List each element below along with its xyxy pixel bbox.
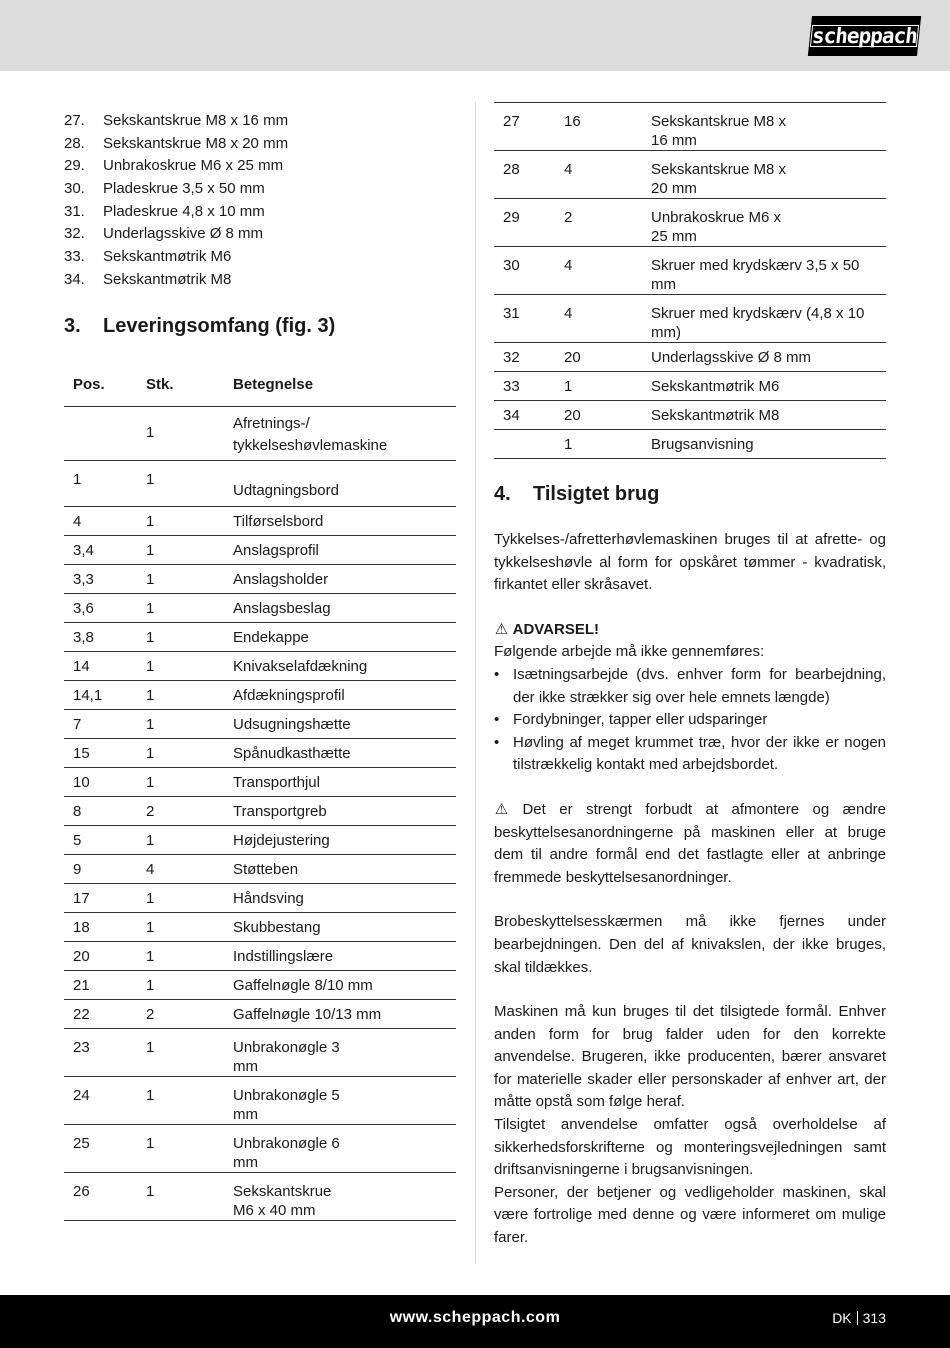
website-link[interactable]: www.scheppach.com	[389, 1309, 561, 1326]
col-pos-header: Pos.	[64, 360, 146, 407]
separator	[857, 1311, 858, 1325]
col-desc-header: Betegnelse	[233, 360, 456, 407]
table-row: 1 1 Udtagningsbord	[64, 460, 456, 506]
warning-list	[494, 664, 886, 777]
compliance-paragraph: Tilsigtet anvendelse omfatter også overholdelse af sikkerhedsforskrifterne og monteringsvejledningen samt driftsanvisningerne i brugsanvisningen.	[494, 1116, 886, 1179]
table-row: 17 1 Håndsving	[64, 883, 456, 912]
table-row: 24 1 Unbrakonøgle 5 mm	[64, 1076, 456, 1124]
table-row: 27 16 Sekskantskrue M8 x 16 mm	[494, 103, 886, 151]
section-4-heading: 4. Tilsigtet brug	[494, 483, 660, 505]
table-row: 18 1 Skubbestang	[64, 912, 456, 941]
table-row: 5 1 Højdejustering	[64, 825, 456, 854]
warning-block	[494, 619, 886, 777]
table-row: 33 1 Sekskantmøtrik M6	[494, 372, 886, 401]
warning-lead: Følgende arbejde må ikke gennemføres:	[494, 643, 765, 661]
table-row: 3,3 1 Anslagsholder	[64, 564, 456, 593]
table-row: 9 4 Støtteben	[64, 854, 456, 883]
table-row: 1 Brugsanvisning	[494, 430, 886, 459]
table-row: 3,8 1 Endekappe	[64, 622, 456, 651]
table-row: 3,6 1 Anslagsbeslag	[64, 593, 456, 622]
parts-list	[64, 110, 456, 292]
table-row: 28 4 Sekskantskrue M8 x 20 mm	[494, 151, 886, 199]
table-row: 1 Afretnings-/ tykkelseshøvlemaskine	[64, 406, 456, 460]
table-row: 15 1 Spånudkasthætte	[64, 738, 456, 767]
footer-bar	[0, 1295, 950, 1348]
page-indicator	[832, 1310, 886, 1326]
table-row: 21 1 Gaffelnøgle 8/10 mm	[64, 970, 456, 999]
warning-icon: ⚠	[494, 620, 509, 638]
table-row: 8 2 Transportgreb	[64, 796, 456, 825]
list-item: 28. Sekskantskrue M8 x 20 mm	[64, 134, 289, 152]
language-code: DK	[832, 1310, 852, 1326]
warning-icon: ⚠	[494, 800, 509, 818]
list-item: 30. Pladeskrue 3,5 x 50 mm	[64, 180, 265, 198]
table-row: 30 4 Skruer med krydskærv 3,5 x 50 mm	[494, 247, 886, 295]
column-divider	[475, 102, 476, 1264]
table-row: 31 4 Skruer med krydskærv (4,8 x 10 mm)	[494, 295, 886, 343]
table-row: 22 2 Gaffelnøgle 10/13 mm	[64, 999, 456, 1028]
right-column	[494, 102, 886, 1250]
table-row: 25 1 Unbrakonøgle 6 mm	[64, 1124, 456, 1172]
bridge-guard-paragraph: Brobeskyttelsesskærmen må ikke fjernes under bearbejdningen. Den del af knivakslen, der ikke bruges, skal tildækkes.	[494, 913, 886, 976]
delivery-table-continued	[494, 102, 886, 459]
list-item: 34. Sekskantmøtrik M8	[64, 270, 232, 288]
table-row: 32 20 Underlagsskive Ø 8 mm	[494, 343, 886, 372]
table-row: 4 1 Tilførselsbord	[64, 506, 456, 535]
list-item: 33. Sekskantmøtrik M6	[64, 248, 232, 266]
list-item: 32. Underlagsskive Ø 8 mm	[64, 225, 264, 243]
table-row: 14,1 1 Afdækningsprofil	[64, 680, 456, 709]
warning-title: ⚠ ADVARSEL!	[494, 619, 886, 642]
table-row: 3,4 1 Anslagsprofil	[64, 535, 456, 564]
left-column	[64, 110, 456, 1221]
persons-paragraph: Personer, der betjener og vedligeholder maskinen, skal være fortrolige med denne og være informeret om mulige farer.	[494, 1183, 886, 1247]
purpose-paragraph: Maskinen må kun bruges til det tilsigtede formål. Enhver anden form for brug falder uden for den korrekte anvendelse. Brugeren, ikke producenten, bærer ansvaret for materielle skader eller personskader af enhver art, der måtte opstå som følge heraf.	[494, 1003, 886, 1111]
section-3-heading: 3. Leveringsomfang (fig. 3)	[64, 314, 336, 337]
list-item: • Isætningsarbejde (dvs. enhver form for bearbejdning, der ikke strækker sig over hele emnets længde)	[494, 664, 886, 709]
list-item: 31. Pladeskrue 4,8 x 10 mm	[64, 202, 265, 220]
table-header-row	[64, 360, 456, 407]
table-row: 23 1 Unbrakonøgle 3 mm	[64, 1028, 456, 1076]
list-item: • Fordybninger, tapper eller udsparinger	[494, 709, 886, 732]
list-item: 27. Sekskantskrue M8 x 16 mm	[64, 112, 289, 129]
page-number: 313	[862, 1310, 886, 1326]
list-item: 29. Unbrakoskrue M6 x 25 mm	[64, 157, 284, 175]
col-qty-header: Stk.	[146, 360, 233, 407]
table-row: 26 1 Sekskantskrue M6 x 40 mm	[64, 1172, 456, 1220]
table-row: 34 20 Sekskantmøtrik M8	[494, 401, 886, 430]
table-row: 7 1 Udsugningshætte	[64, 709, 456, 738]
intro-paragraph: Tykkelses-/afretterhøvlemaskinen bruges til at afrette- og tykkelseshøvle al form for opskåret tømmer - kvadratisk, firkantet eller skråsavet.	[494, 531, 886, 594]
protection-paragraph: ⚠ Det er strengt forbudt at afmontere og ændre beskyttelsesanordningerne på maskinen eller at bruge dem til andre formål end det fastlagte eller at anbringe fremmede beskyttelsesanordninger.	[494, 800, 887, 886]
list-item: • Høvling af meget krummet træ, hvor der ikke er nogen tilstrækkelig kontakt med arbejdsbordet.	[494, 732, 886, 777]
table-row: 10 1 Transporthjul	[64, 767, 456, 796]
table-row: 29 2 Unbrakoskrue M6 x 25 mm	[494, 199, 886, 247]
header-bar	[0, 0, 950, 71]
table-row: 14 1 Knivakselafdækning	[64, 651, 456, 680]
delivery-table	[64, 360, 456, 1221]
scheppach-logo: scheppach	[808, 16, 921, 56]
table-row: 20 1 Indstillingslære	[64, 941, 456, 970]
